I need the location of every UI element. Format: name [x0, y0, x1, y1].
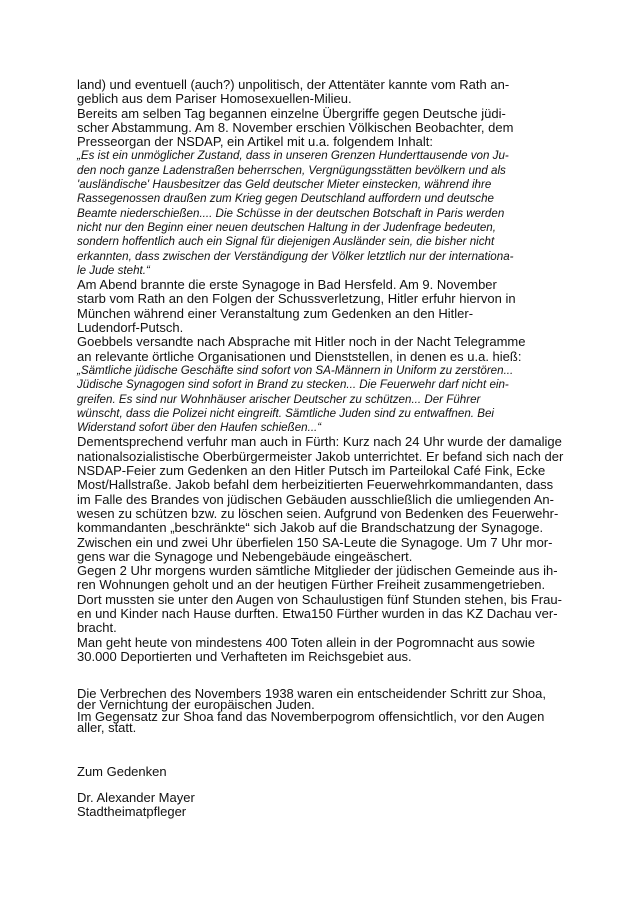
text-line: Bereits am selben Tag begannen einzelne Übergriffe gegen Deutsche jüdi-: [77, 105, 506, 121]
text-line: Ludendorf-Putsch.: [77, 320, 184, 336]
quote-line: sondern hoffentlich auch ein Signal für diejenigen Ausländer sein, die bisher nicht: [77, 235, 495, 249]
quote-line: wünscht, dass die Polizei nicht eingreift. Sämtliche Juden sind zu entwaffnen. Bei: [77, 406, 494, 420]
text-line: aller, statt.: [77, 720, 137, 736]
text-line: land) und eventuell (auch?) unpolitisch, der Attentäter kannte vom Rath an-: [77, 77, 510, 92]
quote-line: den noch ganze Ladenstraßen beherrschen, Vergnügungsstätten bevölkern und als: [77, 163, 506, 177]
text-line: Dementsprechend verfuhr man auch in Fürth: Kurz nach 24 Uhr wurde der damalige: [77, 434, 562, 450]
text-line: 30.000 Deportierten und Verhafteten im Reichsgebiet aus.: [77, 648, 412, 664]
quote-line: nicht nur den Beginn einer neuen deutschen Haltung in der Judenfrage bedeuten,: [77, 220, 496, 234]
text-line: starb vom Rath an den Folgen der Schussverletzung, Hitler erfuhr hiervon in: [77, 291, 516, 307]
text-line: kommandanten „beschränkte“ sich Jakob auf die Brandschatzung der Synagoge.: [77, 520, 544, 536]
text-line: Most/Hallstraße. Jakob befahl dem herbeizitierten Feuerwehrkommandanten, dass: [77, 477, 554, 493]
text-line: scher Abstammung. Am 8. November erschien Völkischen Beobachter, dem: [77, 119, 514, 135]
text-line: Presseorgan der NSDAP, ein Artikel mit u.a. folgendem Inhalt:: [77, 134, 434, 150]
text-line: Die Verbrechen des Novembers 1938 waren ein entscheidender Schritt zur Shoa,: [77, 686, 546, 701]
quote-line: erkannten, dass zwischen der Verständigung der Völker letztlich nur der internationa-: [77, 249, 514, 263]
text-line: Gegen 2 Uhr morgens wurden sämtliche Mitglieder der jüdischen Gemeinde aus ih-: [77, 563, 558, 579]
text-line: geblich aus dem Pariser Homosexuellen-Milieu.: [77, 91, 352, 107]
text-line: NSDAP-Feier zum Gedenken an den Hitler Putsch im Parteilokal Café Fink, Ecke: [77, 463, 546, 479]
text-line: München während einer Veranstaltung zum Gedenken an den Hitler-: [77, 305, 474, 321]
text-line: im Falle des Brandes von jüdischen Gebäuden ausschließlich die umliegenden An-: [77, 491, 554, 507]
text-line: gens war die Synagoge und Nebengebäude eingeäschert.: [77, 548, 413, 564]
text-line: Im Gegensatz zur Shoa fand das Novemberpogrom offensichtlich, vor den Augen: [77, 708, 545, 724]
quote-line: Beamte niederschießen.... Die Schüsse in der deutschen Botschaft in Paris werden: [77, 206, 505, 220]
quote-line: le Jude steht.“: [77, 263, 150, 277]
quote-line: „Sämtliche jüdische Geschäfte sind sofort von SA-Männern in Uniform zu zerstören...: [77, 363, 514, 377]
text-line: Man geht heute von mindestens 400 Toten allein in der Pogromnacht aus sowie: [77, 634, 535, 650]
text-line: Dort mussten sie unter den Augen von Schaulustigen fünf Stunden stehen, bis Frau-: [77, 591, 562, 607]
text-line: bracht.: [77, 620, 117, 636]
quote-line: greifen. Es sind nur Wohnhäuser arischer Deutscher zu schützen... Der Führer: [77, 392, 481, 406]
quote-line: „Es ist ein unmöglicher Zustand, dass in unseren Grenzen Hunderttausende von Ju-: [77, 149, 509, 163]
quote-line: Rassegenossen draußen zum Krieg gegen Deutschland auffordern und deutsche: [77, 192, 495, 206]
closing-paragraph: [77, 688, 546, 734]
greeting: [77, 765, 167, 779]
text-line: der Vernichtung der europäischen Juden.: [77, 697, 315, 713]
author-name: Dr. Alexander Mayer: [77, 790, 195, 805]
greeting-text: Zum Gedenken: [77, 764, 167, 779]
text-line: Goebbels versandte nach Absprache mit Hitler noch in der Nacht Telegramme: [77, 334, 526, 350]
quote-line: Jüdische Synagogen sind sofort in Brand zu stecken... Die Feuerwehr darf nicht ein-: [77, 378, 509, 392]
text-line: en und Kinder nach Hause durften. Etwa150 Fürther wurden in das KZ Dachau ver-: [77, 605, 558, 621]
body-text: [77, 78, 563, 664]
text-line: wesen zu schützen bzw. zu löschen seien. Aufgrund von Bedenken des Feuerwehr-: [77, 505, 559, 521]
signature: [77, 791, 195, 819]
quote-line: Widerstand sofort über den Haufen schießen...“: [77, 421, 322, 435]
text-line: ren Wohnungen geholt und an der heutigen Fürther Freiheit zusammengetrieben.: [77, 577, 546, 593]
text-line: nationalsozialistische Oberbürgermeister Jakob unterrichtet. Er befand sich nach der: [77, 448, 564, 464]
text-line: an relevante örtliche Organisationen und Dienststellen, in denen es u.a. hieß:: [77, 348, 522, 364]
quote-line: 'ausländische' Hausbesitzer das Geld deutscher Mieter einstecken, während ihre: [77, 178, 492, 192]
text-line: Am Abend brannte die erste Synagoge in Bad Hersfeld. Am 9. November: [77, 277, 497, 293]
author-title: Stadtheimatpfleger: [77, 804, 187, 819]
text-line: Zwischen ein und zwei Uhr überfielen 150 SA-Leute die Synagoge. Um 7 Uhr mor-: [77, 534, 553, 550]
